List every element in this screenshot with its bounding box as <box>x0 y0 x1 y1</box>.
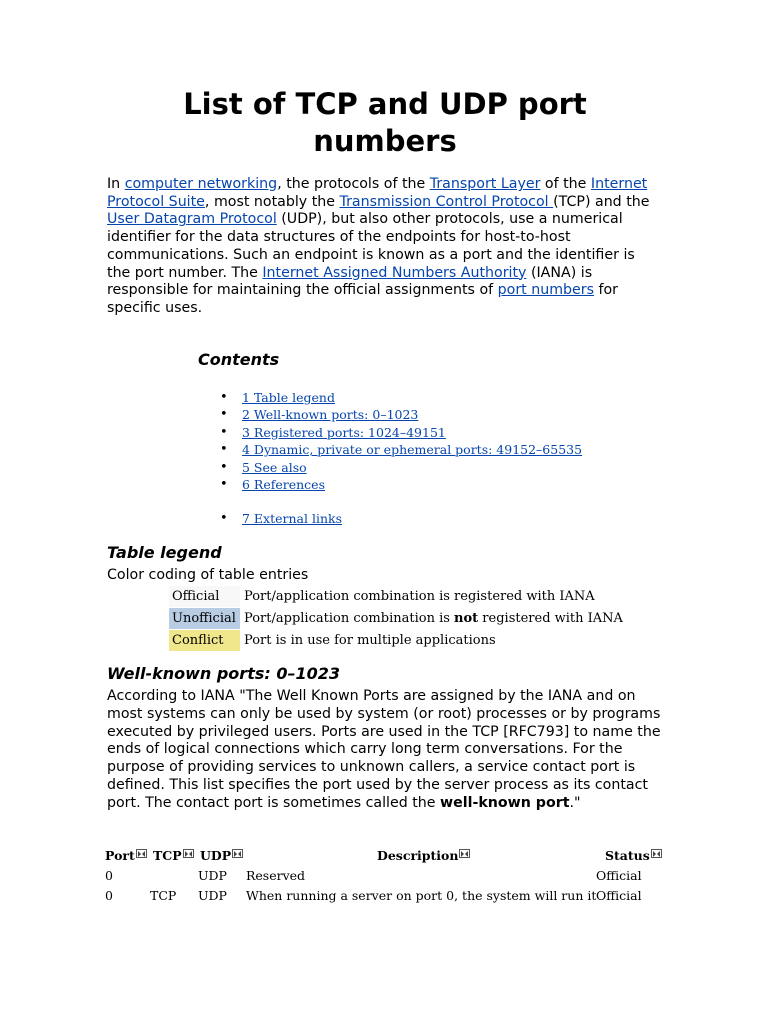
table-header-row <box>103 846 663 866</box>
link-port-numbers[interactable]: port numbers <box>497 282 594 299</box>
toc-item <box>220 459 582 476</box>
legend-table <box>169 585 623 651</box>
toc-link-dynamic-ports[interactable]: 4 Dynamic, private or ephemeral ports: 49152–65535 <box>242 442 583 458</box>
table-row <box>103 866 663 886</box>
intro-text: In <box>107 176 125 192</box>
legend-swatch-conflict: Conflict <box>169 630 240 651</box>
cell-status: Official <box>596 868 642 883</box>
cell-udp: UDP <box>198 868 227 883</box>
table-row <box>103 886 663 906</box>
ports-table <box>103 846 663 906</box>
page-title: List of TCP and UDP port numbers <box>183 87 587 158</box>
cell-port: 0 <box>105 868 113 883</box>
toc-item <box>220 476 582 493</box>
legend-row-conflict <box>169 629 623 651</box>
link-transport-layer[interactable]: Transport Layer <box>429 176 541 192</box>
intro-paragraph <box>107 176 662 318</box>
toc-item <box>220 424 582 441</box>
sort-icon[interactable] <box>183 849 194 858</box>
legend-swatch-official: Official <box>169 586 240 607</box>
cell-tcp: TCP <box>150 888 177 903</box>
cell-status: Official <box>596 888 642 903</box>
sort-icon[interactable] <box>136 849 147 858</box>
section-heading-table-legend: Table legend <box>107 543 222 562</box>
toc-link-references[interactable]: 6 References <box>242 476 325 492</box>
cell-port: 0 <box>105 888 113 903</box>
table-of-contents <box>220 389 582 528</box>
intro-text: for specific uses. <box>107 282 619 316</box>
section-heading-well-known-ports: Well-known ports: 0–1023 <box>107 664 340 683</box>
column-header-udp[interactable]: UDP <box>200 846 243 866</box>
legend-swatch-unofficial: Unofficial <box>169 608 240 629</box>
toc-item <box>220 406 582 423</box>
sort-icon[interactable] <box>459 849 470 858</box>
toc-item <box>220 510 582 527</box>
intro-text: , most notably the <box>204 193 340 210</box>
link-user-datagram-protocol[interactable]: User Datagram Protocol <box>107 211 277 228</box>
intro-text: (UDP), but also other protocols, use a numerical identifier for the data structures of the endpoints for host-to-host communications. Such an endpoint is known as a port and the identifier is the port number. The <box>107 211 635 281</box>
cell-description: When running a server on port 0, the system will run it <box>246 888 597 903</box>
intro-text: , the protocols of the <box>277 176 430 192</box>
toc-item <box>220 389 582 406</box>
intro-text: (TCP) and the <box>553 193 650 210</box>
legend-desc: Port/application combination is not registered with IANA <box>244 610 623 626</box>
toc-item <box>220 441 582 458</box>
link-iana[interactable]: Internet Assigned Numbers Authority <box>262 264 527 281</box>
link-computer-networking[interactable]: computer networking <box>124 176 278 192</box>
contents-heading: Contents <box>198 350 280 369</box>
legend-row-official <box>169 585 623 607</box>
toc-link-registered-ports[interactable]: 3 Registered ports: 1024–49151 <box>242 424 446 440</box>
legend-desc: Port is in use for multiple applications <box>244 632 496 648</box>
column-header-status[interactable]: Status <box>605 846 662 866</box>
legend-desc: Port/application combination is registered with IANA <box>244 588 595 604</box>
toc-link-see-also[interactable]: 5 See also <box>242 459 307 475</box>
intro-text: of the <box>540 176 591 192</box>
cell-udp: UDP <box>198 888 227 903</box>
column-header-port[interactable]: Port <box>105 846 147 866</box>
toc-link-well-known-ports[interactable]: 2 Well-known ports: 0–1023 <box>242 407 419 423</box>
link-transmission-control-protocol[interactable]: Transmission Control Protocol <box>339 193 554 210</box>
toc-link-external-links[interactable]: 7 External links <box>242 511 343 527</box>
column-header-description[interactable]: Description <box>377 846 470 866</box>
link-internet-protocol-suite[interactable]: Internet Protocol Suite <box>107 176 648 210</box>
toc-link-table-legend[interactable]: 1 Table legend <box>242 390 335 405</box>
intro-text: (IANA) is responsible for maintaining the official assignments of <box>107 264 593 299</box>
legend-intro: Color coding of table entries <box>107 567 309 583</box>
column-header-tcp[interactable]: TCP <box>153 846 194 866</box>
sort-icon[interactable] <box>651 849 662 858</box>
cell-description: Reserved <box>246 868 306 883</box>
well-known-paragraph: According to IANA "The Well Known Ports are assigned by the IANA and on most systems can only be used by system (or root) processes or by programs executed by privileged users. Ports are used in the TCP [RFC793] to name the ends of logical connections which carry long term conversations. For the purpose of providing services to unknown callers, a service contact port is defined. This list specifies the port used by the server process as its contact port. The contact port is sometimes called the well-known port." <box>107 688 661 811</box>
sort-icon[interactable] <box>232 849 243 858</box>
legend-row-unofficial <box>169 607 623 629</box>
